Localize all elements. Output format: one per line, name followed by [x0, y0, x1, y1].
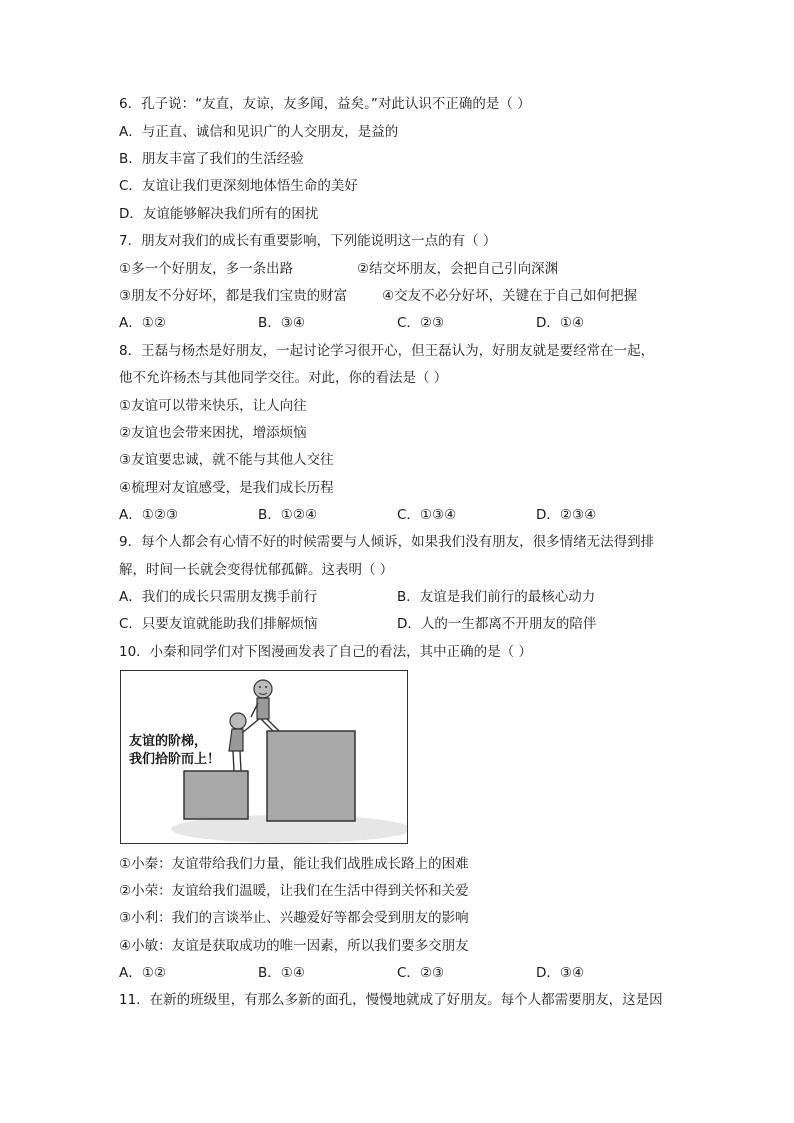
- q9-option-a: A．我们的成长只需朋友携手前行: [119, 589, 318, 605]
- q10-option-c: C．②③: [397, 965, 445, 981]
- q6-option-c: C．友谊让我们更深刻地体悟生命的美好: [119, 178, 358, 194]
- q9-option-d: D．人的一生都离不开朋友的陪伴: [397, 616, 597, 632]
- q10-statement-4: ④小敏：友谊是获取成功的唯一因素，所以我们要多交朋友: [119, 938, 469, 954]
- q8-stem-line2: 他不允许杨杰与其他同学交往。对此，你的看法是（ ）: [119, 370, 448, 386]
- q10-statement-3: ③小利：我们的言谈举止、兴趣爱好等都会受到朋友的影响: [119, 910, 469, 926]
- q9-option-c: C．只要友谊就能助我们排解烦恼: [119, 616, 318, 632]
- q6-stem: 6．孔子说：“友直，友谅，友多闻，益矣。”对此认识不正确的是（ ）: [119, 96, 531, 112]
- q7-statement-3: ③朋友不分好坏，都是我们宝贵的财富: [119, 288, 348, 304]
- q6-option-b: B．朋友丰富了我们的生活经验: [119, 151, 304, 167]
- q10-option-a: A．①②: [119, 965, 166, 981]
- q8-statement-2: ②友谊也会带来困扰，增添烦恼: [119, 425, 307, 441]
- q10-stem: 10．小秦和同学们对下图漫画发表了自己的看法，其中正确的是（ ）: [119, 644, 532, 660]
- q7-option-c: C．②③: [397, 315, 445, 331]
- q10-option-d: D．③④: [536, 965, 585, 981]
- q9-stem-line1: 9．每个人都会有心情不好的时候需要与人倾诉，如果我们没有朋友，很多情绪无法得到排: [119, 534, 655, 550]
- cartoon-illustration: [121, 671, 407, 843]
- q6-option-d: D．友谊能够解决我们所有的困扰: [119, 206, 319, 222]
- q8-statement-3: ③友谊要忠诚，就不能与其他人交往: [119, 452, 334, 468]
- q9-stem-line2: 解，时间一长就会变得忧郁孤僻。这表明（ ）: [119, 562, 394, 578]
- cartoon-caption: 友谊的阶梯， 我们拾阶而上！: [129, 734, 221, 767]
- q6-option-a: A．与正直、诚信和见识广的人交朋友，是益的: [119, 124, 399, 140]
- q8-statement-4: ④梳理对友谊感受，是我们成长历程: [119, 480, 334, 496]
- q8-statement-1: ①友谊可以带来快乐，让人向往: [119, 398, 307, 414]
- q7-statement-1: ①多一个好朋友，多一条出路: [119, 261, 294, 277]
- q7-statement-4: ④交友不必分好坏，关键在于自己如何把握: [382, 288, 638, 304]
- q8-stem-line1: 8．王磊与杨杰是好朋友，一起讨论学习很开心，但王磊认为，好朋友就是要经常在一起，: [119, 343, 655, 359]
- q7-option-a: A．①②: [119, 315, 166, 331]
- q10-statement-2: ②小荣：友谊给我们温暖，让我们在生活中得到关怀和关爱: [119, 883, 469, 899]
- q7-option-b: B．③④: [258, 315, 305, 331]
- q8-option-d: D．②③④: [536, 507, 597, 523]
- friendship-ladder-cartoon: [120, 670, 408, 844]
- q8-option-c: C．①③④: [397, 507, 457, 523]
- q7-stem: 7．朋友对我们的成长有重要影响，下列能说明这一点的有（ ）: [119, 233, 497, 249]
- q10-statement-1: ①小秦：友谊带给我们力量，能让我们战胜成长路上的困难: [119, 856, 469, 872]
- q11-stem: 11．在新的班级里，有那么多新的面孔，慢慢地就成了好朋友。每个人都需要朋友，这是因: [119, 992, 663, 1008]
- q8-option-b: B．①②④: [258, 507, 318, 523]
- q10-option-b: B．①④: [258, 965, 305, 981]
- q7-statement-2: ②结交坏朋友，会把自己引向深渊: [357, 261, 559, 277]
- q8-option-a: A．①②③: [119, 507, 179, 523]
- q9-option-b: B．友谊是我们前行的最核心动力: [397, 589, 596, 605]
- q7-option-d: D．①④: [536, 315, 585, 331]
